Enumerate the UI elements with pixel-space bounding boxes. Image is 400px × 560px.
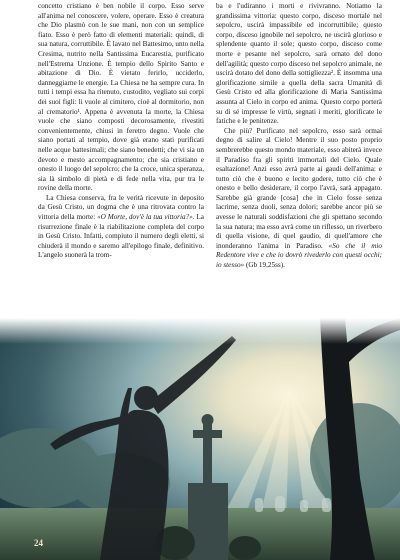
paragraph: concetto cristiano è ben nobile il corpo. Esso serve all'anima nel conoscere, volere, operare. Esso è creatura che Dio plasmò con le sue mani, non con un semplice fiato. Esso è però fatto di elementi materiali: quindi, di sua natura, corruttibile. È lavato nel Battesimo, unto nella Cresima, nutrito nella Santissima Eucarestia, purificato nell'Estrema Unzione. È tempio dello Spirito Santo e abitazione di Dio. È vietato ferirlo, ucciderlo, danneggiarne le energie. La Chiesa ne ha sempre cura. In tutti i tempi essa ha ritenuto, custodito, vegliato sui corpi dei suoi figli: li vuole al cimitero, cioè al dormitorio, non al crematorio¹. Appena è avvenuta la morte, la Chiesa vuole che siano composti decorosamente, rivestiti convenientemente, chiusi in feretro degno. Vuole che siano portati al tempio, dove già erano stati purificati nelle acque battesimali; che siano benedetti; che vi sia un devoto e mesto accompagnamento; che sia cristiano e onesto il luogo del sepolcro; che la croce, unica speranza, sia là simbolo di pietà e di fede nella vita, pur tra le rovine della morte. xyxy=(38,2,204,193)
scripture-quote: «O Morte, dov'è la tua vittoria?» xyxy=(97,213,193,222)
page-number: 24 xyxy=(34,538,43,548)
paragraph xyxy=(216,127,382,271)
cemetery-photo xyxy=(0,318,400,560)
paragraph-text: La Chiesa conserva, fra le verità ricevute in deposito da Gesù Cristo, un dogma che è una ritrovata contro la vittoria della morte: xyxy=(38,193,204,222)
left-column xyxy=(38,2,204,340)
scripture-quote: «So che il mio Redentore vive e che io dovrò rivederlo con questi occhi; io stesso» xyxy=(216,241,382,270)
article-text xyxy=(38,2,382,340)
citation: (Gb 19,25ss). xyxy=(244,261,285,270)
paragraph xyxy=(38,194,204,261)
paragraph-text: . La risurrezione finale è la riabilitazione completa del corpo in Gesù Cristo. Infatti, compiuto il numero degli eletti, si chiuderà il mondo e saremo all'epilogo finale, definitivo. L'angelo suonerà la trom- xyxy=(38,213,204,260)
paragraph-text: Che più? Purificato nel sepolcro, esso sarà ormai degno di salire al Cielo! Mentre il suo posto proprio sembrerebbe questo mondo materiale, esso abiterà invece il Paradiso fra gli spiriti immortali del Cielo. Quale esaltazione! Anzi esso avrà parte ai gaudi dell'anima: e tutto ciò che è buono e lecito godere, tutto ciò che è onesto e bello desiderare, il corpo l'avrà, sarà appagato. Sarebbe già grande [cosa] che in Cielo fosse senza lacrime, senza duoli, senza dolori; sarebbe ancor più se avesse le naturali soddisfazioni che gli spettano secondo la sua natura; ma esso avrà come un riflesso, un riverbero di quella visione, di quel gaudio, di quell'amore che inonderanno l'anima in Paradiso. xyxy=(216,126,382,250)
right-column xyxy=(216,2,382,340)
photo-illustration xyxy=(0,318,400,560)
photo-fade xyxy=(0,318,400,344)
paragraph: ba e l'udiranno i morti e rivivranno. Notiamo la grandissima vittoria: questo corpo, disceso mortale nel sepolcro, uscirà impassibile ed incorruttibile; questo corpo, disceso ignobile nel sepolcro, ne uscirà glorioso e splendente quanto il sole; questo corpo, disceso come morte e pesante nel sepolcro, sarà ornato del dono dell'agilità; questo corpo disceso nel sepolcro animale, ne uscirà dotato del dono della sottigliezza². È insomma una glorificazione simile a quella della sacra Umanità di Gesù Cristo ed alla glorificazione di Maria Santissima assunta al Cielo in corpo ed anima. Questo corpo porterà su di sé impresse le virtù, segnati i meriti, glorificate le fatiche e le penitenze. xyxy=(216,2,382,126)
